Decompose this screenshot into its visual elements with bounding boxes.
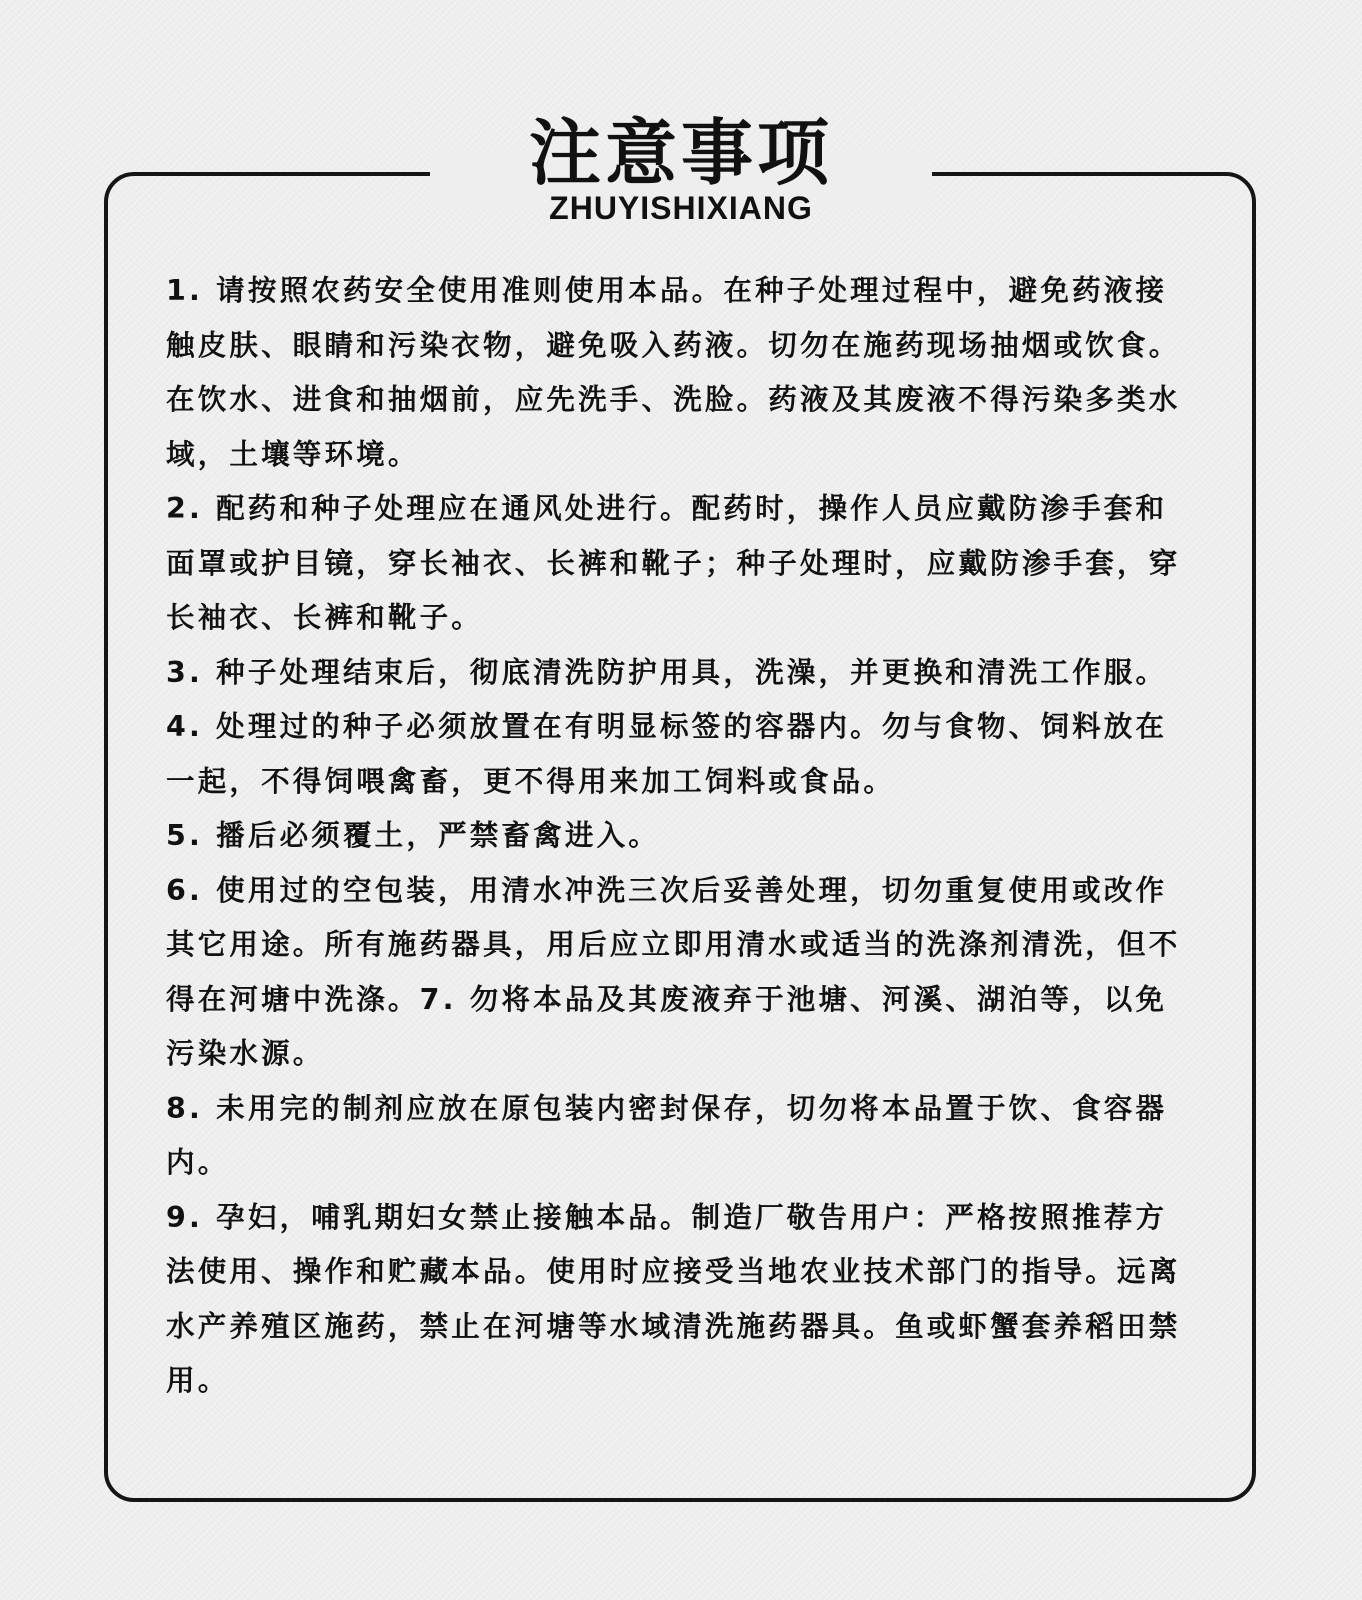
notice-item-8: 8. 未用完的制剂应放在原包装内密封保存，切勿将本品置于饮、食容器内。 xyxy=(166,1091,1168,1179)
page-subtitle: ZHUYISHIXIANG xyxy=(549,190,813,227)
notice-item-2: 2. 配药和种子处理应在通风处进行。配药时，操作人员应戴防渗手套和面罩或护目镜，穿长袖衣、长裤和靴子；种子处理时，应戴防渗手套，穿长袖衣、长裤和靴子。 xyxy=(166,492,1181,634)
notice-list xyxy=(166,264,1198,1409)
notice-item-1: 1. 请按照农药安全使用准则使用本品。在种子处理过程中，避免药液接触皮肤、眼睛和污染衣物，避免吸入药液。切勿在施药现场抽烟或饮食。在饮水、进食和抽烟前，应先洗手、洗脸。药液及其废液不得污染多类水域，土壤等环境。 xyxy=(166,274,1181,471)
notice-item-6: 6. 使用过的空包装，用清水冲洗三次后妥善处理，切勿重复使用或改作其它用途。所有施药器具，用后应立即用清水或适当的洗涤剂清洗，但不得在河塘中洗涤。7. 勿将本品及其废液弃于池塘、河溪、湖泊等，以免污染水源。 xyxy=(166,873,1181,1070)
notice-item-9: 9. 孕妇，哺乳期妇女禁止接触本品。制造厂敬告用户：严格按照推荐方法使用、操作和贮藏本品。使用时应接受当地农业技术部门的指导。远离水产养殖区施药，禁止在河塘等水域清洗施药器具。鱼或虾蟹套养稻田禁用。 xyxy=(166,1200,1181,1397)
notice-item-3: 3. 种子处理结束后，彻底清洗防护用具，洗澡，并更换和清洗工作服。 xyxy=(166,655,1168,689)
notice-item-5: 5. 播后必须覆土，严禁畜禽进入。 xyxy=(166,819,660,852)
header xyxy=(430,110,932,227)
notice-item-4: 4. 处理过的种子必须放置在有明显标签的容器内。勿与食物、饲料放在一起，不得饲喂禽畜，更不得用来加工饲料或食品。 xyxy=(166,710,1168,798)
page-title: 注意事项 xyxy=(528,111,833,195)
